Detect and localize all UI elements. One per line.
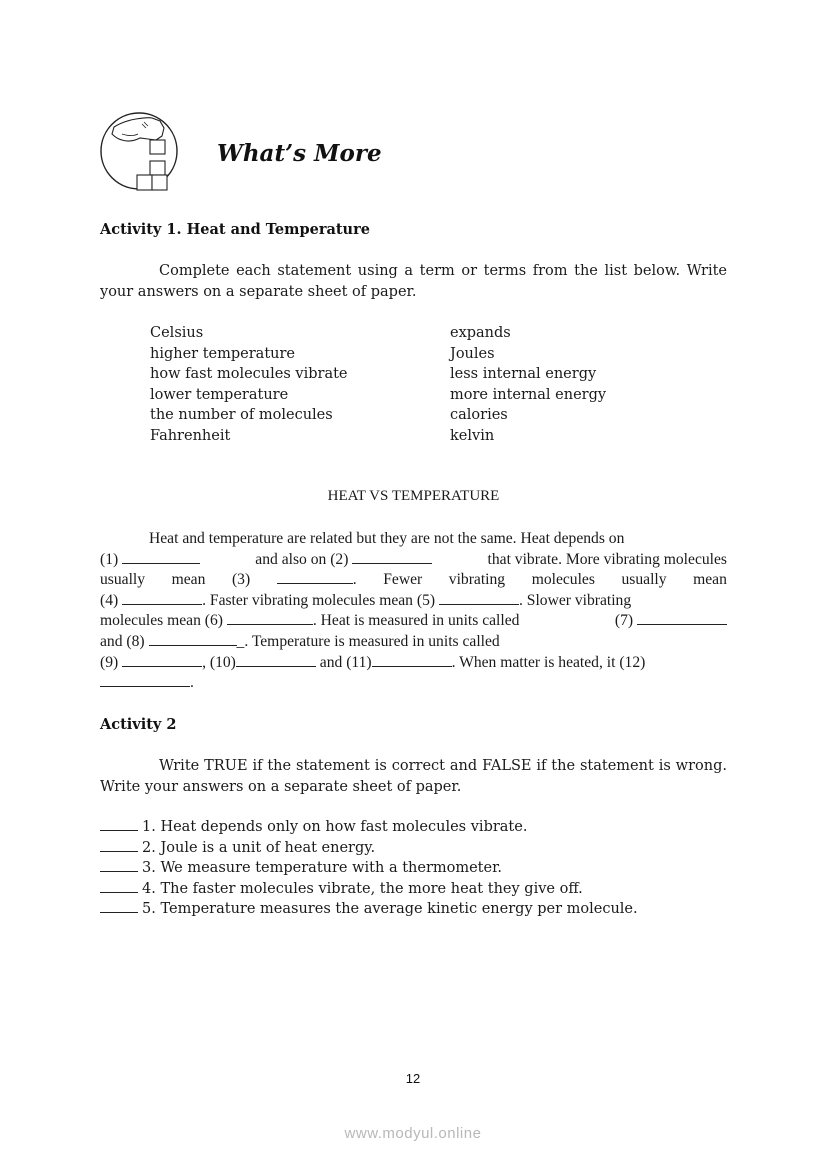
passage-text: and also on (2) (255, 550, 349, 568)
answer-blank (100, 859, 138, 872)
answer-blank (100, 880, 138, 893)
section-header (100, 106, 500, 196)
section-title: What’s More (217, 140, 382, 167)
passage-line: Heat and temperature are related but they are not the same. Heat depends on (149, 530, 625, 547)
true-false-list (100, 817, 638, 920)
passage-word: usually (621, 571, 667, 589)
passage-text: . (352, 571, 357, 589)
passage-word: usually (100, 571, 146, 589)
passage-text: . Slower vibrating (518, 591, 632, 609)
word-bank-term: calories (450, 407, 508, 424)
blank-number: (1) (100, 550, 119, 568)
activity-2-instructions: Write TRUE if the statement is correct and FALSE if the statement is wrong. Write your answers on a separate sheet of paper. (100, 758, 727, 795)
passage-text: . (190, 674, 194, 692)
true-false-item (100, 858, 638, 879)
passage-line (100, 591, 727, 612)
blank-number: (4) (100, 591, 119, 609)
hand-stacking-blocks-icon (100, 106, 180, 196)
passage-title: HEAT VS TEMPERATURE (327, 488, 500, 504)
answer-blank (122, 551, 200, 564)
passage-text: , (10) (202, 653, 236, 671)
answer-blank (149, 633, 237, 646)
passage-word: mean (171, 571, 206, 589)
word-bank-right-column (450, 323, 606, 447)
answer-blank (372, 654, 452, 667)
answer-blank (100, 900, 138, 913)
blank-number: (7) (614, 612, 634, 630)
answer-blank (122, 592, 202, 605)
word-bank-term: how fast molecules vibrate (150, 366, 348, 383)
activity-1-heading: Activity 1. Heat and Temperature (100, 221, 370, 238)
word-bank-term: kelvin (450, 427, 495, 444)
word-bank-term: more internal energy (450, 386, 607, 403)
passage-word: vibrating (448, 571, 506, 589)
passage-line (100, 653, 727, 674)
passage-line (100, 632, 727, 653)
blank-number: (3) (231, 571, 251, 589)
statement-text: 5. Temperature measures the average kinetic energy per molecule. (142, 901, 638, 918)
passage-text: . When matter is heated, it (12) (451, 653, 646, 671)
true-false-item (100, 879, 638, 900)
statement-text: 4. The faster molecules vibrate, the more heat they give off. (142, 880, 583, 897)
passage-text: . Faster vibrating molecules mean (5) (202, 591, 436, 609)
blank-number: (9) (100, 653, 119, 671)
passage-line (100, 673, 727, 694)
true-false-item (100, 899, 638, 920)
passage-text: and (8) (100, 632, 145, 650)
true-false-item (100, 817, 638, 838)
passage-text: molecules mean (6) (100, 612, 223, 630)
fill-in-passage (100, 529, 727, 694)
passage-word: Fewer (383, 571, 423, 589)
activity-2-heading: Activity 2 (100, 716, 177, 733)
passage-line (100, 550, 727, 571)
answer-blank (352, 551, 432, 564)
word-bank-term: Celsius (150, 325, 204, 341)
answer-blank (122, 654, 202, 667)
passage-text: . Heat is measured in units called (312, 612, 520, 630)
word-bank-term: less internal energy (450, 366, 597, 383)
passage-word: molecules (531, 571, 595, 589)
answer-blank (100, 674, 190, 687)
passage-word: mean (693, 571, 727, 589)
answer-blank (277, 571, 353, 584)
word-bank-term: the number of molecules (150, 407, 333, 424)
word-bank-term: Joules (450, 345, 495, 362)
watermark: www.modyul.online (344, 1125, 482, 1142)
true-false-item (100, 838, 638, 859)
word-bank-term: Fahrenheit (150, 427, 231, 444)
passage-text: that vibrate. More vibrating molecules (487, 550, 727, 568)
statement-text: 1. Heat depends only on how fast molecules vibrate. (142, 819, 528, 835)
passage-line (100, 570, 727, 591)
answer-blank (100, 818, 138, 831)
answer-blank (439, 592, 519, 605)
word-bank-term: expands (450, 325, 511, 341)
word-bank-left-column (150, 323, 348, 447)
statement-text: 3. We measure temperature with a thermometer. (142, 860, 503, 877)
activity-1-instructions: Complete each statement using a term or terms from the list below. Write your answers on a separate sheet of paper. (100, 263, 727, 300)
passage-line (100, 611, 727, 632)
passage-text: and (11) (319, 653, 372, 671)
word-bank-term: higher temperature (150, 345, 295, 362)
answer-blank (236, 654, 316, 667)
word-bank-term: lower temperature (150, 386, 289, 403)
passage-text: _. Temperature is measured in units called (236, 632, 500, 650)
answer-blank (637, 612, 727, 625)
statement-text: 2. Joule is a unit of heat energy. (142, 839, 376, 856)
answer-blank (227, 612, 313, 625)
answer-blank (100, 839, 138, 852)
page-number: 12 (405, 1071, 421, 1086)
